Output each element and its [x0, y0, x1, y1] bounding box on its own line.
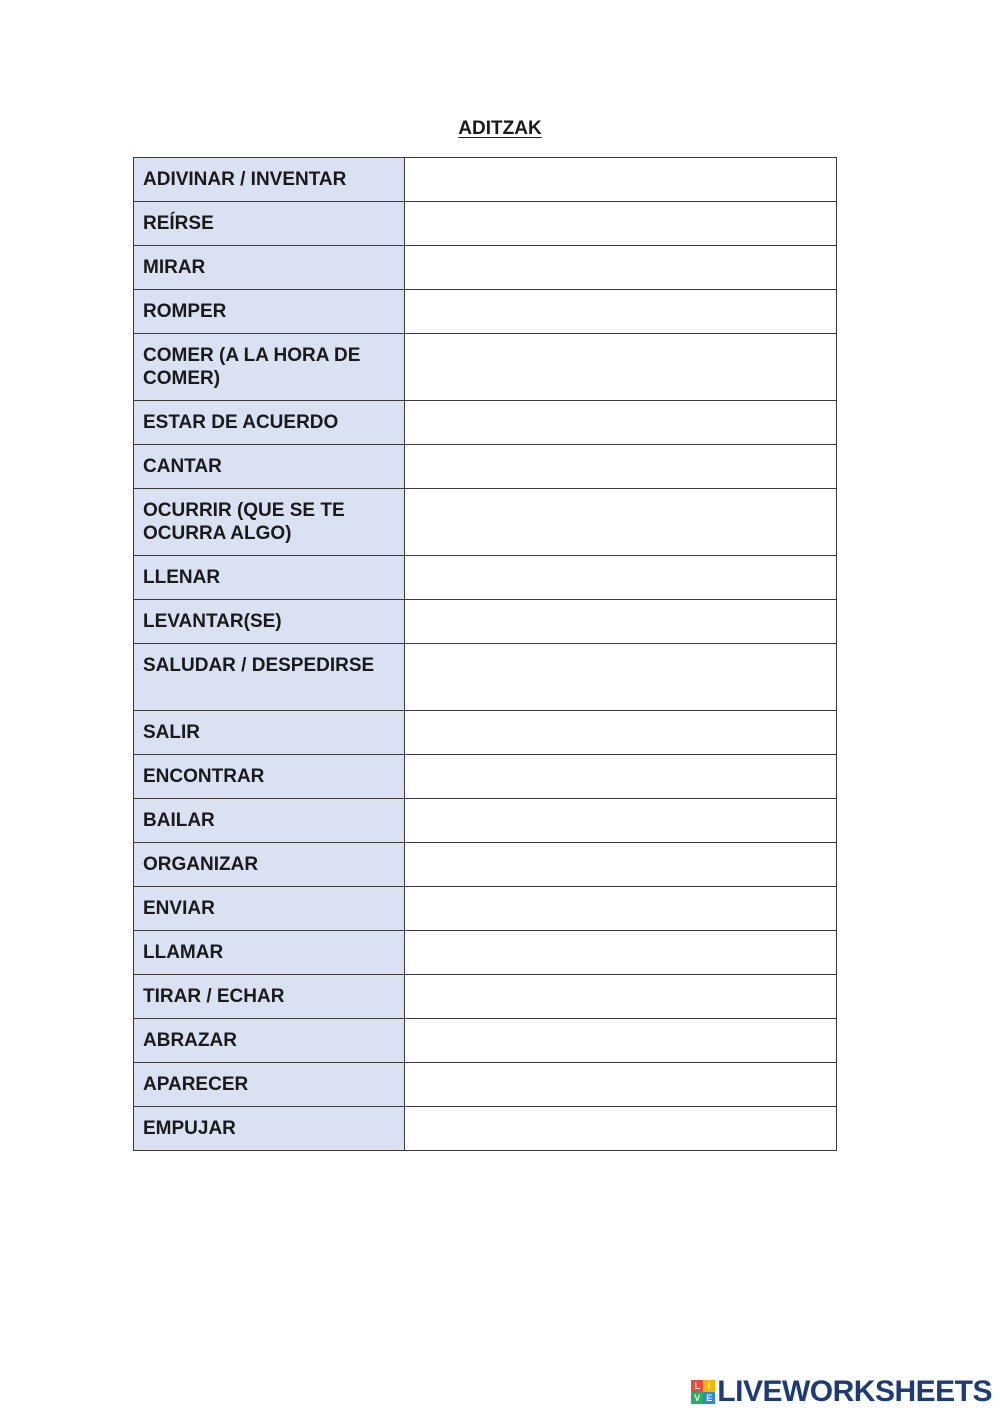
- table-row: [134, 931, 837, 975]
- table-row: [134, 202, 837, 246]
- logo-mark-letter: I: [703, 1380, 715, 1392]
- answer-cell[interactable]: [405, 843, 837, 887]
- table-row: [134, 1063, 837, 1107]
- table-row: [134, 1019, 837, 1063]
- answer-cell[interactable]: [405, 489, 837, 556]
- verb-cell: ROMPER: [134, 290, 405, 334]
- table-row: [134, 887, 837, 931]
- verb-cell: OCURRIR (QUE SE TE OCURRA ALGO): [134, 489, 405, 556]
- verb-cell: ESTAR DE ACUERDO: [134, 401, 405, 445]
- answer-cell[interactable]: [405, 755, 837, 799]
- answer-cell[interactable]: [405, 1107, 837, 1151]
- answer-cell[interactable]: [405, 556, 837, 600]
- verb-cell: LLENAR: [134, 556, 405, 600]
- answer-cell[interactable]: [405, 600, 837, 644]
- table-row: [134, 755, 837, 799]
- answer-cell[interactable]: [405, 799, 837, 843]
- logo-text: LIVEWORKSHEETS: [717, 1375, 992, 1408]
- verb-cell: TIRAR / ECHAR: [134, 975, 405, 1019]
- table-row: [134, 843, 837, 887]
- verb-cell: LLAMAR: [134, 931, 405, 975]
- answer-cell[interactable]: [405, 445, 837, 489]
- logo-mark-letter: E: [703, 1392, 715, 1404]
- table-row: [134, 799, 837, 843]
- verb-cell: COMER (A LA HORA DE COMER): [134, 334, 405, 401]
- liveworksheets-logo: [691, 1375, 992, 1409]
- table-row: [134, 246, 837, 290]
- page-title: ADITZAK: [458, 118, 542, 139]
- table-row: [134, 1107, 837, 1151]
- table-row: [134, 600, 837, 644]
- table-row: [134, 334, 837, 401]
- table-row: [134, 158, 837, 202]
- answer-cell[interactable]: [405, 202, 837, 246]
- verb-cell: APARECER: [134, 1063, 405, 1107]
- verb-cell: LEVANTAR(SE): [134, 600, 405, 644]
- answer-cell[interactable]: [405, 401, 837, 445]
- verb-cell: ENCONTRAR: [134, 755, 405, 799]
- answer-cell[interactable]: [405, 887, 837, 931]
- table-row: [134, 489, 837, 556]
- answer-cell[interactable]: [405, 644, 837, 711]
- verb-cell: ENVIAR: [134, 887, 405, 931]
- answer-cell[interactable]: [405, 711, 837, 755]
- table-row: [134, 644, 837, 711]
- answer-cell[interactable]: [405, 1063, 837, 1107]
- liveworksheets-logo-mark-icon: [691, 1380, 715, 1404]
- verb-cell: ORGANIZAR: [134, 843, 405, 887]
- verb-cell: ABRAZAR: [134, 1019, 405, 1063]
- table-row: [134, 401, 837, 445]
- verb-cell: SALUDAR / DESPEDIRSE: [134, 644, 405, 711]
- answer-cell[interactable]: [405, 334, 837, 401]
- verb-cell: MIRAR: [134, 246, 405, 290]
- table-row: [134, 290, 837, 334]
- verb-cell: EMPUJAR: [134, 1107, 405, 1151]
- answer-cell[interactable]: [405, 246, 837, 290]
- table-row: [134, 711, 837, 755]
- table-row: [134, 975, 837, 1019]
- answer-cell[interactable]: [405, 931, 837, 975]
- verb-table: [133, 157, 837, 1151]
- table-row: [134, 445, 837, 489]
- answer-cell[interactable]: [405, 290, 837, 334]
- verb-cell: ADIVINAR / INVENTAR: [134, 158, 405, 202]
- verb-cell: CANTAR: [134, 445, 405, 489]
- verb-cell: SALIR: [134, 711, 405, 755]
- verb-cell: REÍRSE: [134, 202, 405, 246]
- logo-mark-letter: L: [691, 1380, 703, 1392]
- answer-cell[interactable]: [405, 975, 837, 1019]
- answer-cell[interactable]: [405, 158, 837, 202]
- verb-cell: BAILAR: [134, 799, 405, 843]
- table-row: [134, 556, 837, 600]
- logo-mark-letter: V: [691, 1392, 703, 1404]
- answer-cell[interactable]: [405, 1019, 837, 1063]
